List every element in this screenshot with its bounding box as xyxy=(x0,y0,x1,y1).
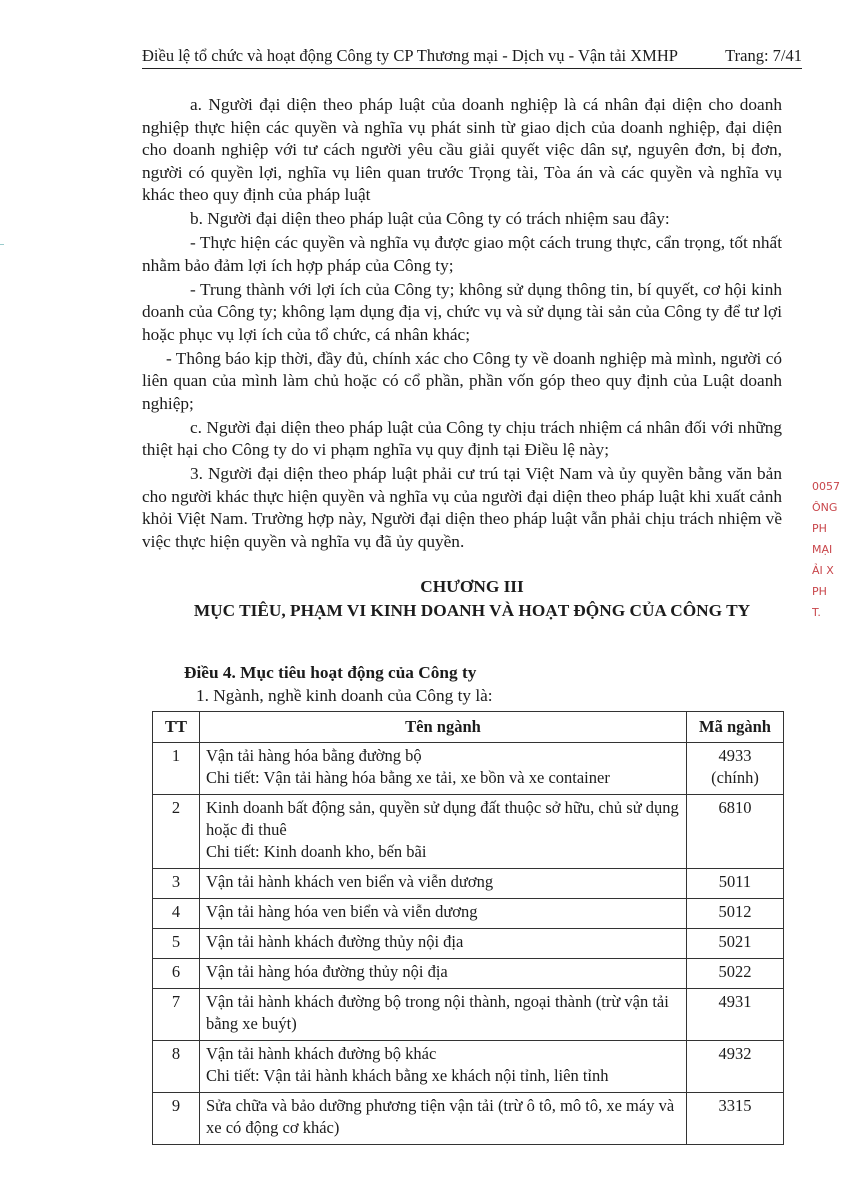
table-row xyxy=(153,743,784,795)
sector-code: 5011 xyxy=(718,872,752,891)
sector-name: Vận tải hàng hóa ven biển và viễn dương xyxy=(206,902,478,921)
seal-text: PH xyxy=(812,585,827,598)
sector-code: 4933 xyxy=(718,746,752,765)
sector-detail: Chi tiết: Vận tải hàng hóa bằng xe tải, xe bồn và xe container xyxy=(206,768,610,787)
cell-tt: 6 xyxy=(153,959,200,989)
sector-name: Vận tải hành khách ven biển và viễn dương xyxy=(206,872,494,891)
header-name: Tên ngành xyxy=(200,712,687,743)
paragraph-a: a. Người đại diện theo pháp luật của doanh nghiệp là cá nhân đại diện cho doanh nghiệp thực hiện các quyền và nghĩa vụ phát sinh từ giao dịch của doanh nghiệp, đại diện cho doanh nghiệp với tư cách người yêu cầu giải quyết việc dân sự, nguyên đơn, bị đơn, người có quyền lợi, nghĩa vụ liên quan trước Trọng tài, Tòa án và các quyền và nghĩa vụ khác theo quy định của pháp luật xyxy=(142,95,782,204)
seal-text: ẢI X xyxy=(812,564,834,577)
sector-name: Vận tải hàng hóa bằng đường bộ xyxy=(206,746,422,765)
sector-detail: Chi tiết: Vận tải hành khách bằng xe khách nội tỉnh, liên tỉnh xyxy=(206,1066,609,1085)
cell-name xyxy=(200,1093,687,1145)
cell-name xyxy=(200,795,687,869)
sector-name: Vận tải hành khách đường thủy nội địa xyxy=(206,932,464,951)
header-title: Điều lệ tổ chức và hoạt động Công ty CP Thương mại - Dịch vụ - Vận tải XMHP xyxy=(142,46,678,65)
sector-detail: Chi tiết: Kinh doanh kho, bến bãi xyxy=(206,842,427,861)
sector-code: 5022 xyxy=(718,962,752,981)
table-row xyxy=(153,989,784,1041)
cell-tt: 9 xyxy=(153,1093,200,1145)
seal-text: PH xyxy=(812,522,827,535)
sector-code: 4932 xyxy=(718,1044,752,1063)
table-header-row xyxy=(153,712,784,743)
sector-name: Kinh doanh bất động sản, quyền sử dụng đất thuộc sở hữu, chủ sử dụng hoặc đi thuê xyxy=(206,798,679,839)
cell-tt: 4 xyxy=(153,899,200,929)
sector-name: Vận tải hàng hóa đường thủy nội địa xyxy=(206,962,448,981)
article-heading: Điều 4. Mục tiêu hoạt động của Công ty xyxy=(184,663,477,682)
cell-code xyxy=(687,959,784,989)
cell-code xyxy=(687,989,784,1041)
paragraph-bullet-2: - Trung thành với lợi ích của Công ty; không sử dụng thông tin, bí quyết, cơ hội kinh doanh của Công ty; không lạm dụng địa vị, chức vụ và sử dụng tài sản của Công ty để tư lợi hoặc phục vụ lợi ích của tổ chức, cá nhân khác; xyxy=(142,279,782,344)
cell-name xyxy=(200,869,687,899)
paragraph-bullet-3: - Thông báo kịp thời, đầy đủ, chính xác cho Công ty về doanh nghiệp mà mình, người có liên quan của mình làm chủ hoặc có cổ phần, phần vốn góp theo quy định của Luật doanh nghiệp; xyxy=(142,348,782,413)
sector-name: Sửa chữa và bảo dưỡng phương tiện vận tải (trừ ô tô, mô tô, xe máy và xe có động cơ khác) xyxy=(206,1096,675,1137)
table-row xyxy=(153,959,784,989)
header-tt: TT xyxy=(153,712,200,743)
cell-code xyxy=(687,743,784,795)
cell-tt: 3 xyxy=(153,869,200,899)
cell-name xyxy=(200,743,687,795)
cell-code xyxy=(687,899,784,929)
seal-text: 0057 xyxy=(812,480,840,493)
header-code: Mã ngành xyxy=(687,712,784,743)
table-row xyxy=(153,929,784,959)
sector-name: Vận tải hành khách đường bộ trong nội thành, ngoại thành (trừ vận tải bằng xe buýt) xyxy=(206,992,669,1033)
cell-name xyxy=(200,959,687,989)
seal-text: MẠI xyxy=(812,543,833,556)
cell-tt: 1 xyxy=(153,743,200,795)
company-seal xyxy=(812,476,849,626)
cell-code xyxy=(687,869,784,899)
chapter-number: CHƯƠNG III xyxy=(420,577,524,596)
header-page-number: Trang: 7/41 xyxy=(725,46,802,65)
margin-mark xyxy=(0,244,4,245)
cell-tt: 2 xyxy=(153,795,200,869)
table-row xyxy=(153,1041,784,1093)
table-row xyxy=(153,899,784,929)
paragraph-b: b. Người đại diện theo pháp luật của Công ty có trách nhiệm sau đây: xyxy=(190,209,670,228)
cell-tt: 7 xyxy=(153,989,200,1041)
sector-name: Vận tải hành khách đường bộ khác xyxy=(206,1044,437,1063)
paragraph-3: 3. Người đại diện theo pháp luật phải cư trú tại Việt Nam và ủy quyền bằng văn bản cho người khác thực hiện quyền và nghĩa vụ của người đại diện theo pháp luật khi xuất cảnh khỏi Việt Nam. Trường hợp này, Người đại diện theo pháp luật vẫn phải chịu trách nhiệm về việc thực hiện quyền và nghĩa vụ đã ủy quyền. xyxy=(142,464,782,551)
sector-code: 4931 xyxy=(718,992,752,1011)
table-row xyxy=(153,869,784,899)
table-row xyxy=(153,795,784,869)
cell-name xyxy=(200,899,687,929)
cell-tt: 5 xyxy=(153,929,200,959)
cell-code xyxy=(687,929,784,959)
sector-code: 5021 xyxy=(718,932,752,951)
cell-code xyxy=(687,795,784,869)
cell-name xyxy=(200,989,687,1041)
cell-name xyxy=(200,1041,687,1093)
page-header xyxy=(142,46,802,69)
body-text xyxy=(142,94,782,555)
sector-code: 3315 xyxy=(718,1096,752,1115)
paragraph-bullet-1: - Thực hiện các quyền và nghĩa vụ được giao một cách trung thực, cẩn trọng, tốt nhất nhằm bảo đảm lợi ích hợp pháp của Công ty; xyxy=(142,233,782,275)
chapter-title: MỤC TIÊU, PHẠM VI KINH DOANH VÀ HOẠT ĐỘNG CỦA CÔNG TY xyxy=(193,601,751,620)
sector-code: 6810 xyxy=(718,798,752,817)
cell-tt: 8 xyxy=(153,1041,200,1093)
table-row xyxy=(153,1093,784,1145)
table-body xyxy=(153,743,784,1145)
sector-code-note: (chính) xyxy=(711,768,759,787)
cell-code xyxy=(687,1093,784,1145)
business-sectors-table xyxy=(152,711,784,1145)
cell-code xyxy=(687,1041,784,1093)
cell-name xyxy=(200,929,687,959)
paragraph-c: c. Người đại diện theo pháp luật của Công ty chịu trách nhiệm cá nhân đối với những thiệt hại cho Công ty do vi phạm nghĩa vụ quy định tại Điều lệ này; xyxy=(142,417,782,459)
seal-text: T. xyxy=(812,606,821,619)
sector-code: 5012 xyxy=(718,902,752,921)
seal-text: ÔNG xyxy=(812,501,838,514)
article-item-1: 1. Ngành, nghề kinh doanh của Công ty là: xyxy=(196,686,493,705)
